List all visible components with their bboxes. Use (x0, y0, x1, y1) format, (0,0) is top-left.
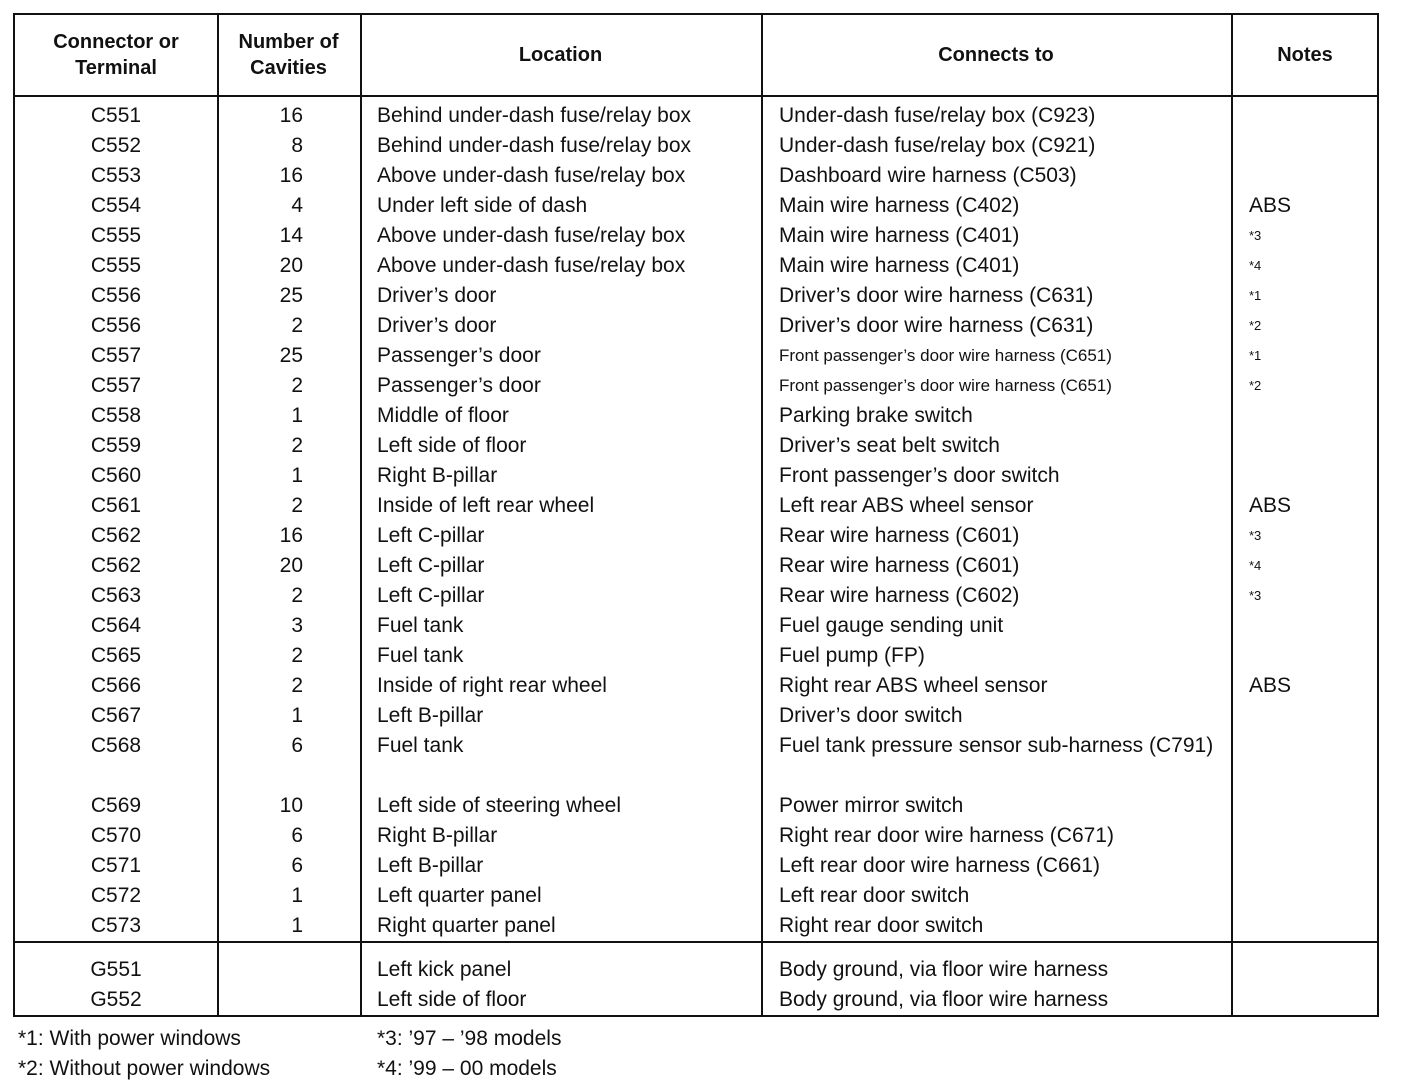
cavities-cell: 1 (291, 704, 303, 727)
connector-cell: C556 (90, 314, 142, 337)
location-cell: Inside of right rear wheel (377, 674, 607, 697)
connects-to-cell: Main wire harness (C401) (779, 224, 1020, 247)
cavities-cell: 25 (279, 344, 303, 367)
connector-cell: C572 (90, 884, 142, 907)
connector-cell: C558 (90, 404, 142, 427)
location-cell: Left C-pillar (377, 554, 485, 577)
connects-to-cell: Main wire harness (C402) (779, 194, 1020, 217)
connects-to-cell: Driver’s seat belt switch (779, 434, 1000, 457)
connector-table (13, 13, 1379, 1017)
cavities-cell: 2 (291, 314, 303, 337)
notes-cell: *2 (1249, 378, 1262, 393)
connector-cell: C559 (90, 434, 142, 457)
connects-to-cell: Body ground, via floor wire harness (779, 988, 1109, 1011)
connector-cell: C571 (90, 854, 142, 877)
cavities-cell: 6 (291, 824, 303, 847)
footnote-4: *4: ’99 – 00 models (377, 1057, 557, 1080)
notes-cell: *1 (1249, 288, 1262, 303)
location-cell: Above under-dash fuse/relay box (377, 224, 686, 247)
notes-cell: *3 (1249, 528, 1262, 543)
connector-cell: G551 (90, 958, 142, 981)
cavities-cell: 1 (291, 884, 303, 907)
connects-to-cell: Left rear door switch (779, 884, 970, 907)
cavities-cell: 2 (291, 644, 303, 667)
location-cell: Right B-pillar (377, 824, 498, 847)
location-cell: Behind under-dash fuse/relay box (377, 104, 692, 127)
connector-cell: G552 (90, 988, 142, 1011)
notes-cell: *2 (1249, 318, 1262, 333)
connector-cell: C563 (90, 584, 142, 607)
header-location: Location (518, 44, 603, 66)
location-cell: Fuel tank (377, 614, 464, 637)
location-cell: Left side of floor (377, 988, 527, 1011)
location-cell: Behind under-dash fuse/relay box (377, 134, 692, 157)
location-cell: Inside of left rear wheel (377, 494, 595, 517)
header-notes: Notes (1277, 44, 1333, 66)
connector-cell: C551 (90, 104, 142, 127)
connector-cell: C566 (90, 674, 142, 697)
location-cell: Passenger’s door (377, 344, 541, 367)
connects-to-cell: Driver’s door switch (779, 704, 963, 727)
location-cell: Left side of steering wheel (377, 794, 621, 817)
connector-cell: C555 (90, 224, 142, 247)
column-divider (761, 15, 763, 1015)
cavities-cell: 16 (279, 104, 303, 127)
cavities-cell: 14 (279, 224, 303, 247)
connects-to-cell: Main wire harness (C401) (779, 254, 1020, 277)
connects-to-cell: Right rear door switch (779, 914, 984, 937)
notes-cell: *4 (1249, 258, 1262, 273)
header-divider (15, 95, 1377, 97)
cavities-cell: 16 (279, 164, 303, 187)
location-cell: Left C-pillar (377, 524, 485, 547)
cavities-cell: 1 (291, 464, 303, 487)
notes-cell: *1 (1249, 348, 1262, 363)
connects-to-cell: Front passenger’s door switch (779, 464, 1060, 487)
connects-to-cell: Under-dash fuse/relay box (C923) (779, 104, 1096, 127)
footnote-2: *2: Without power windows (18, 1057, 271, 1080)
notes-cell: *3 (1249, 588, 1262, 603)
connector-cell: C556 (90, 284, 142, 307)
location-cell: Fuel tank (377, 644, 464, 667)
location-cell: Above under-dash fuse/relay box (377, 254, 686, 277)
connector-cell: C570 (90, 824, 142, 847)
connects-to-cell: Parking brake switch (779, 404, 973, 427)
connects-to-cell: Rear wire harness (C602) (779, 584, 1020, 607)
cavities-cell: 2 (291, 374, 303, 397)
connects-to-cell: Rear wire harness (C601) (779, 524, 1020, 547)
cavities-cell: 2 (291, 584, 303, 607)
cavities-cell: 20 (279, 554, 303, 577)
cavities-cell: 2 (291, 494, 303, 517)
connector-cell: C569 (90, 794, 142, 817)
location-cell: Right B-pillar (377, 464, 498, 487)
location-cell: Passenger’s door (377, 374, 541, 397)
cavities-cell: 2 (291, 434, 303, 457)
column-divider (1231, 15, 1233, 1015)
connects-to-cell: Fuel gauge sending unit (779, 614, 1004, 637)
cavities-cell: 6 (291, 854, 303, 877)
footnote-1: *1: With power windows (18, 1027, 241, 1050)
cavities-cell: 8 (291, 134, 303, 157)
location-cell: Left C-pillar (377, 584, 485, 607)
cavities-cell: 6 (291, 734, 303, 757)
notes-cell: ABS (1249, 674, 1292, 697)
cavities-cell: 4 (291, 194, 303, 217)
notes-cell: *3 (1249, 228, 1262, 243)
ground-section-divider (15, 941, 1377, 943)
connects-to-cell: Right rear door wire harness (C671) (779, 824, 1114, 847)
footnote-3: *3: ’97 – ’98 models (377, 1027, 562, 1050)
cavities-cell: 2 (291, 674, 303, 697)
connector-cell: C573 (90, 914, 142, 937)
cavities-cell: 20 (279, 254, 303, 277)
connects-to-cell: Driver’s door wire harness (C631) (779, 314, 1094, 337)
location-cell: Fuel tank (377, 734, 464, 757)
connector-cell: C554 (90, 194, 142, 217)
connects-to-cell: Body ground, via floor wire harness (779, 958, 1109, 981)
location-cell: Driver’s door (377, 314, 497, 337)
location-cell: Driver’s door (377, 284, 497, 307)
connector-cell: C557 (90, 374, 142, 397)
location-cell: Right quarter panel (377, 914, 556, 937)
connects-to-cell: Left rear ABS wheel sensor (779, 494, 1034, 517)
connector-cell: C564 (90, 614, 142, 637)
header-connector: Connector or Terminal (53, 31, 179, 79)
connector-cell: C567 (90, 704, 142, 727)
connects-to-cell: Under-dash fuse/relay box (C921) (779, 134, 1096, 157)
cavities-cell: 1 (291, 404, 303, 427)
notes-cell: ABS (1249, 194, 1292, 217)
connects-to-cell: Front passenger’s door wire harness (C651) (779, 346, 1112, 365)
column-divider (360, 15, 362, 1015)
connector-cell: C562 (90, 524, 142, 547)
connects-to-cell: Right rear ABS wheel sensor (779, 674, 1048, 697)
location-cell: Middle of floor (377, 404, 509, 427)
location-cell: Left B-pillar (377, 704, 484, 727)
connects-to-cell: Front passenger’s door wire harness (C651) (779, 376, 1112, 395)
location-cell: Above under-dash fuse/relay box (377, 164, 686, 187)
notes-cell: ABS (1249, 494, 1292, 517)
connector-cell: C565 (90, 644, 142, 667)
connector-cell: C553 (90, 164, 142, 187)
connector-cell: C560 (90, 464, 142, 487)
cavities-cell: 3 (291, 614, 303, 637)
connects-to-cell: Power mirror switch (779, 794, 964, 817)
connector-cell: C562 (90, 554, 142, 577)
location-cell: Left quarter panel (377, 884, 542, 907)
location-cell: Under left side of dash (377, 194, 588, 217)
connects-to-cell: Dashboard wire harness (C503) (779, 164, 1077, 187)
connector-cell: C561 (90, 494, 142, 517)
connector-cell: C568 (90, 734, 142, 757)
notes-cell: *4 (1249, 558, 1262, 573)
connects-to-cell: Driver’s door wire harness (C631) (779, 284, 1094, 307)
location-cell: Left kick panel (377, 958, 512, 981)
connector-cell: C555 (90, 254, 142, 277)
header-connects-to: Connects to (938, 44, 1054, 66)
cavities-cell: 1 (291, 914, 303, 937)
cavities-cell: 25 (279, 284, 303, 307)
connects-to-cell: Fuel tank pressure sensor sub-harness (C791) (779, 734, 1214, 757)
cavities-cell: 10 (279, 794, 303, 817)
connector-cell: C557 (90, 344, 142, 367)
connects-to-cell: Fuel pump (FP) (779, 644, 925, 667)
cavities-cell: 16 (279, 524, 303, 547)
connects-to-cell: Left rear door wire harness (C661) (779, 854, 1100, 877)
location-cell: Left B-pillar (377, 854, 484, 877)
location-cell: Left side of floor (377, 434, 527, 457)
header-cavities: Number of Cavities (238, 31, 339, 79)
connector-cell: C552 (90, 134, 142, 157)
connects-to-cell: Rear wire harness (C601) (779, 554, 1020, 577)
